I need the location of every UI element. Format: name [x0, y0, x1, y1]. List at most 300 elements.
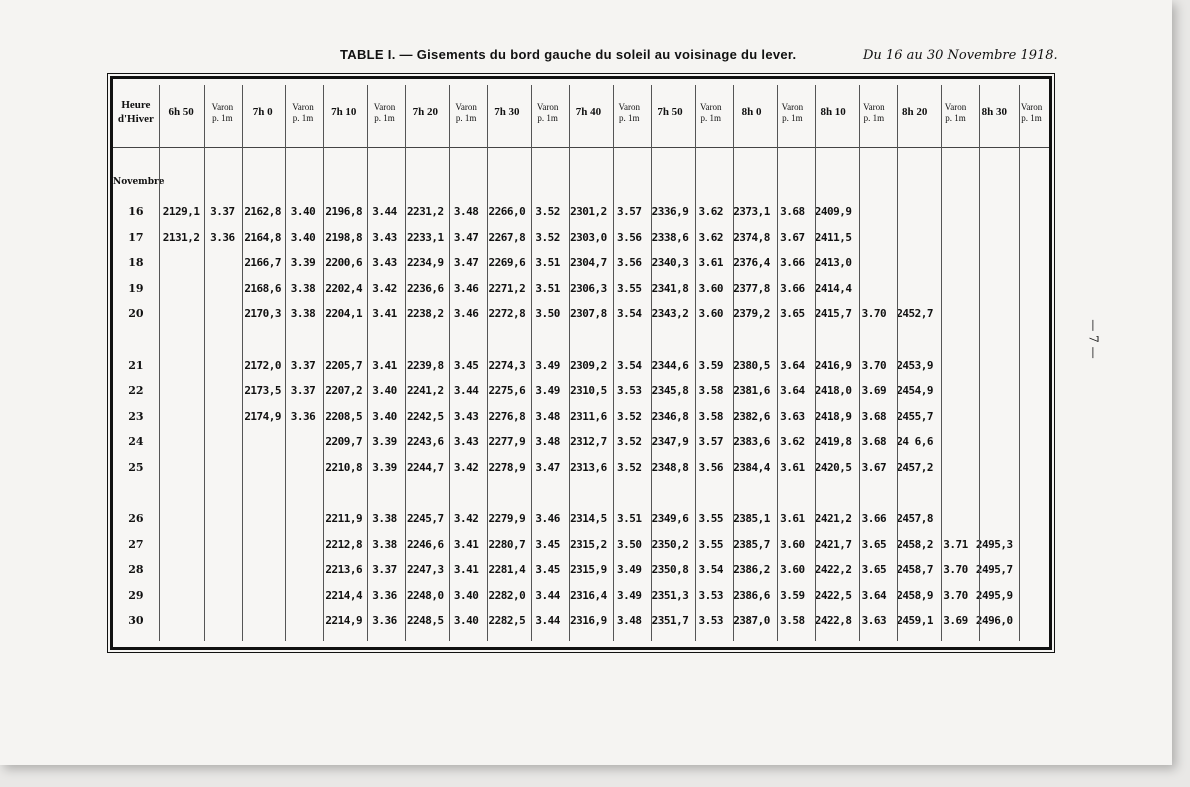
value-cell: 2241,2 — [406, 384, 444, 398]
value-cell: 3.64 — [861, 588, 887, 602]
day-cell: 20 — [128, 307, 144, 321]
value-cell: 2495,7 — [975, 563, 1013, 577]
column-separator — [897, 85, 898, 641]
value-cell: 2338,6 — [651, 230, 689, 244]
value-cell: 2383,6 — [733, 435, 770, 449]
value-cell: 2377,8 — [733, 281, 770, 295]
value-cell: 3.60 — [780, 563, 805, 577]
value-cell — [204, 276, 242, 302]
value-cell: 2166,7 — [244, 256, 282, 270]
value-cell: 2272,8 — [488, 307, 526, 321]
day-cell: 21 — [128, 358, 144, 372]
value-cell — [855, 250, 893, 276]
header-cell: Varon p. 1m — [536, 101, 559, 123]
value-cell — [893, 225, 937, 251]
value-cell: 2306,3 — [570, 281, 607, 295]
value-cell: 2239,8 — [406, 358, 444, 372]
value-cell: 2409,9 — [814, 205, 852, 219]
value-cell: 2420,5 — [814, 460, 852, 474]
value-cell: 2307,8 — [570, 307, 607, 321]
value-cell: 2343,2 — [651, 307, 689, 321]
value-cell — [159, 583, 204, 609]
column-separator — [733, 85, 734, 641]
value-cell: 3.48 — [616, 614, 642, 628]
day-cell: 29 — [128, 588, 144, 602]
value-cell: 2280,7 — [488, 537, 526, 551]
table-row — [113, 353, 1049, 379]
value-cell: 2419,8 — [814, 435, 852, 449]
value-cell: 2416,9 — [814, 358, 852, 372]
value-cell: 2276,8 — [488, 409, 526, 423]
value-cell — [159, 301, 204, 327]
value-cell: 2421,2 — [814, 512, 852, 526]
value-cell: 2336,9 — [651, 205, 689, 219]
value-cell: 3.61 — [780, 460, 805, 474]
value-cell: 3.38 — [372, 537, 397, 551]
table-subtitle: Du 16 au 30 Novembre 1918. — [863, 48, 1058, 63]
value-cell: 2385,7 — [733, 537, 770, 551]
value-cell — [159, 557, 204, 583]
column-separator — [651, 85, 652, 641]
value-cell: 2231,2 — [406, 205, 444, 219]
value-cell: 3.71 — [943, 537, 968, 551]
value-cell: 3.67 — [861, 460, 887, 474]
column-separator — [159, 85, 160, 641]
value-cell: 2340,3 — [651, 256, 689, 270]
value-cell: 2248,0 — [406, 588, 444, 602]
header-cell: 7h 50 — [657, 106, 683, 119]
value-cell: 2341,8 — [651, 281, 689, 295]
value-cell: 3.44 — [535, 588, 560, 602]
value-cell: 2244,7 — [406, 460, 444, 474]
value-cell: 3.49 — [616, 563, 642, 577]
value-cell: 3.62 — [698, 205, 724, 219]
value-cell: 3.70 — [943, 563, 968, 577]
column-separator — [367, 85, 368, 641]
table-row — [113, 583, 1049, 609]
value-cell — [974, 455, 1014, 481]
value-cell — [241, 608, 284, 634]
value-cell — [937, 429, 975, 455]
value-cell: 3.46 — [453, 307, 479, 321]
header-cell: Varon p. 1m — [373, 101, 396, 123]
value-cell: 2421,7 — [814, 537, 852, 551]
value-cell: 2411,5 — [814, 230, 852, 244]
value-cell: 2271,2 — [488, 281, 526, 295]
value-cell: 2242,5 — [406, 409, 444, 423]
value-cell: 3.68 — [780, 205, 805, 219]
value-cell — [284, 583, 322, 609]
day-cell: 25 — [128, 460, 144, 474]
value-cell: 3.52 — [616, 409, 642, 423]
header-cell: Heure d'Hiver — [117, 99, 154, 125]
day-cell: 27 — [128, 537, 144, 551]
day-cell: 28 — [128, 563, 144, 577]
column-separator — [941, 85, 942, 641]
value-cell: 2452,7 — [896, 307, 934, 321]
value-cell — [937, 199, 975, 225]
value-cell: 3.46 — [453, 281, 479, 295]
value-cell — [937, 250, 975, 276]
value-cell — [204, 532, 242, 558]
value-cell — [241, 557, 284, 583]
value-cell — [159, 276, 204, 302]
value-cell: 2281,4 — [488, 563, 526, 577]
value-cell: 2301,2 — [570, 205, 607, 219]
value-cell — [893, 250, 937, 276]
value-cell: 2282,0 — [488, 588, 526, 602]
value-cell: 3.66 — [780, 256, 805, 270]
value-cell: 3.45 — [535, 537, 560, 551]
value-cell: 3.39 — [372, 460, 397, 474]
value-cell: 2373,1 — [733, 205, 770, 219]
value-cell: 3.63 — [861, 614, 887, 628]
value-cell: 2211,9 — [325, 512, 363, 526]
value-cell: 2213,6 — [325, 563, 363, 577]
column-separator — [859, 85, 860, 641]
value-cell: 3.55 — [698, 537, 724, 551]
value-cell: 2457,2 — [896, 460, 934, 474]
value-cell — [284, 532, 322, 558]
value-cell: 2345,8 — [651, 384, 689, 398]
value-cell — [893, 199, 937, 225]
column-separator — [242, 85, 243, 641]
header-cell: 8h 0 — [741, 106, 762, 119]
value-cell: 2212,8 — [325, 537, 363, 551]
value-cell: 3.48 — [535, 435, 560, 449]
value-cell: 3.53 — [616, 384, 642, 398]
value-cell: 2418,9 — [814, 409, 852, 423]
value-cell — [204, 378, 242, 404]
month-label: Novembre — [113, 177, 165, 187]
value-cell: 3.69 — [861, 384, 887, 398]
value-cell: 3.46 — [535, 512, 560, 526]
value-cell: 3.56 — [698, 460, 724, 474]
table-row — [113, 378, 1049, 404]
value-cell: 2422,8 — [814, 614, 852, 628]
value-cell: 2384,4 — [733, 460, 770, 474]
header-cell: 7h 20 — [412, 106, 438, 119]
value-cell: 2374,8 — [733, 230, 770, 244]
value-cell — [974, 225, 1014, 251]
value-cell: 2248,5 — [406, 614, 444, 628]
value-cell: 3.50 — [535, 307, 560, 321]
value-cell: 3.36 — [372, 588, 397, 602]
value-cell: 3.41 — [372, 307, 397, 321]
value-cell: 3.52 — [535, 205, 560, 219]
value-cell: 2168,6 — [244, 281, 282, 295]
value-cell: 2277,9 — [488, 435, 526, 449]
value-cell — [241, 506, 284, 532]
header-cell: 8h 10 — [820, 106, 846, 119]
column-separator — [979, 85, 980, 641]
value-cell: 3.40 — [290, 205, 316, 219]
value-cell: 3.70 — [861, 358, 887, 372]
day-cell: 16 — [128, 205, 144, 219]
value-cell: 3.40 — [453, 614, 479, 628]
value-cell: 2131,2 — [162, 230, 200, 244]
header-cell: 7h 10 — [331, 106, 357, 119]
value-cell: 2453,9 — [896, 358, 934, 372]
value-cell: 3.44 — [372, 205, 397, 219]
value-cell — [204, 583, 242, 609]
value-cell: 3.65 — [861, 563, 887, 577]
header-cell: 8h 30 — [981, 106, 1007, 119]
value-cell: 2351,7 — [651, 614, 689, 628]
value-cell: 2495,3 — [975, 537, 1013, 551]
value-cell: 3.52 — [616, 460, 642, 474]
value-cell — [204, 557, 242, 583]
value-cell: 3.60 — [698, 307, 724, 321]
table-row — [113, 429, 1049, 455]
value-cell: 2313,6 — [570, 460, 607, 474]
value-cell — [204, 250, 242, 276]
value-cell: 3.38 — [290, 281, 316, 295]
value-cell — [974, 378, 1014, 404]
value-cell — [204, 455, 242, 481]
value-cell — [855, 199, 893, 225]
day-cell: 26 — [128, 512, 144, 526]
value-cell — [284, 429, 322, 455]
value-cell — [974, 199, 1014, 225]
value-cell: 3.55 — [698, 512, 724, 526]
value-cell: 2344,6 — [651, 358, 689, 372]
value-cell — [937, 353, 975, 379]
value-cell: 3.42 — [453, 512, 479, 526]
table-row — [113, 557, 1049, 583]
value-cell: 2458,9 — [896, 588, 934, 602]
value-cell: 3.36 — [372, 614, 397, 628]
column-separator — [531, 85, 532, 641]
table-row — [113, 276, 1049, 302]
table-row — [113, 250, 1049, 276]
header-cell: 7h 30 — [494, 106, 520, 119]
value-cell: 3.41 — [453, 563, 479, 577]
value-cell — [893, 276, 937, 302]
value-cell: 2315,2 — [570, 537, 607, 551]
value-cell: 3.59 — [698, 358, 724, 372]
value-cell: 3.57 — [698, 435, 724, 449]
value-cell: 2379,2 — [733, 307, 770, 321]
value-cell: 2457,8 — [896, 512, 934, 526]
header-cell: Varon p. 1m — [455, 101, 477, 123]
value-cell: 2208,5 — [325, 409, 363, 423]
value-cell — [159, 532, 204, 558]
value-cell: 3.52 — [535, 230, 560, 244]
value-cell — [937, 506, 975, 532]
value-cell — [204, 429, 242, 455]
value-cell: 2275,6 — [488, 384, 526, 398]
value-cell: 2422,5 — [814, 588, 852, 602]
table-header-row — [113, 85, 1049, 141]
value-cell — [974, 404, 1014, 430]
table-row — [113, 199, 1049, 225]
value-cell: 2347,9 — [651, 435, 689, 449]
value-cell: 3.40 — [453, 588, 479, 602]
value-cell: 2266,0 — [488, 205, 526, 219]
value-cell — [284, 557, 322, 583]
value-cell: 2312,7 — [570, 435, 607, 449]
column-separator — [487, 85, 488, 641]
value-cell: 2350,2 — [651, 537, 689, 551]
value-cell: 2381,6 — [733, 384, 770, 398]
value-cell: 3.58 — [698, 384, 724, 398]
value-cell: 2246,6 — [406, 537, 444, 551]
value-cell: 3.49 — [535, 384, 560, 398]
header-cell: 7h 0 — [252, 106, 273, 119]
value-cell: 3.64 — [780, 384, 805, 398]
value-cell: 3.49 — [535, 358, 560, 372]
value-cell: 2316,9 — [570, 614, 607, 628]
value-cell: 3.67 — [780, 230, 805, 244]
value-cell: 2376,4 — [733, 256, 770, 270]
value-cell: 2496,0 — [975, 614, 1013, 628]
value-cell: 2214,4 — [325, 588, 363, 602]
value-cell: 2316,4 — [570, 588, 607, 602]
value-cell: 3.70 — [861, 307, 887, 321]
value-cell — [937, 378, 975, 404]
header-cell: 6h 50 — [168, 106, 194, 119]
header-cell: Varon p. 1m — [1020, 101, 1043, 123]
value-cell — [204, 608, 242, 634]
value-cell: 2348,8 — [651, 460, 689, 474]
value-cell — [159, 250, 204, 276]
value-cell: 3.51 — [535, 256, 560, 270]
value-cell: 2386,2 — [733, 563, 770, 577]
value-cell: 2209,7 — [325, 435, 363, 449]
value-cell — [855, 225, 893, 251]
value-cell: 2414,4 — [814, 281, 852, 295]
value-cell — [241, 429, 284, 455]
header-cell: Varon p. 1m — [211, 101, 234, 123]
value-cell: 2247,3 — [406, 563, 444, 577]
header-cell: Varon p. 1m — [700, 101, 722, 123]
value-cell: 2243,6 — [406, 435, 444, 449]
day-cell: 22 — [128, 384, 144, 398]
value-cell: 3.66 — [861, 512, 887, 526]
value-cell: 3.39 — [372, 435, 397, 449]
value-cell — [241, 532, 284, 558]
value-cell: 3.45 — [535, 563, 560, 577]
value-cell: 2382,6 — [733, 409, 770, 423]
column-separator — [323, 85, 324, 641]
table-row — [113, 225, 1049, 251]
value-cell — [284, 455, 322, 481]
value-cell: 2202,4 — [325, 281, 363, 295]
value-cell: 2129,1 — [162, 205, 200, 219]
column-separator — [777, 85, 778, 641]
value-cell: 2315,9 — [570, 563, 607, 577]
value-cell: 3.68 — [861, 409, 887, 423]
value-cell: 2238,2 — [406, 307, 444, 321]
value-cell — [974, 353, 1014, 379]
value-cell: 2170,3 — [244, 307, 282, 321]
value-cell: 3.37 — [290, 384, 316, 398]
value-cell — [937, 455, 975, 481]
value-cell: 2311,6 — [570, 409, 607, 423]
value-cell: 3.43 — [372, 230, 397, 244]
value-cell: 2172,0 — [244, 358, 282, 372]
value-cell: 2279,9 — [488, 512, 526, 526]
value-cell: 2386,6 — [733, 588, 770, 602]
value-cell — [204, 506, 242, 532]
value-cell: 2236,6 — [406, 281, 444, 295]
value-cell — [159, 429, 204, 455]
page-number-mark: — 7 — — [1086, 319, 1101, 359]
value-cell: 2210,8 — [325, 460, 363, 474]
column-separator — [405, 85, 406, 641]
value-cell: 3.61 — [780, 512, 805, 526]
value-cell — [159, 608, 204, 634]
table-row — [113, 532, 1049, 558]
value-cell: 2455,7 — [896, 409, 934, 423]
value-cell: 2380,5 — [733, 358, 770, 372]
day-cell: 30 — [128, 614, 144, 628]
value-cell: 3.69 — [943, 614, 968, 628]
value-cell: 3.59 — [780, 588, 805, 602]
value-cell — [159, 455, 204, 481]
value-cell: 3.51 — [616, 512, 642, 526]
day-cell: 17 — [128, 230, 144, 244]
value-cell — [204, 404, 242, 430]
value-cell: 3.57 — [616, 205, 642, 219]
value-cell: 3.37 — [210, 205, 235, 219]
value-cell: 3.49 — [616, 588, 642, 602]
value-cell: 3.42 — [453, 460, 479, 474]
value-cell: 3.61 — [698, 256, 724, 270]
value-cell — [937, 404, 975, 430]
header-cell: 8h 20 — [902, 106, 928, 119]
value-cell: 2422,2 — [814, 563, 852, 577]
column-separator — [613, 85, 614, 641]
value-cell: 2349,6 — [651, 512, 689, 526]
value-cell: 3.65 — [861, 537, 887, 551]
value-cell: 3.68 — [861, 435, 887, 449]
header-cell: Varon p. 1m — [944, 101, 967, 123]
value-cell: 3.62 — [698, 230, 724, 244]
value-cell: 3.43 — [453, 435, 479, 449]
value-cell: 2196,8 — [325, 205, 363, 219]
value-cell: 2310,5 — [570, 384, 607, 398]
value-cell: 2346,8 — [651, 409, 689, 423]
value-cell — [204, 353, 242, 379]
value-cell: 2267,8 — [488, 230, 526, 244]
value-cell: 2415,7 — [814, 307, 852, 321]
day-cell: 19 — [128, 281, 144, 295]
value-cell: 3.70 — [943, 588, 968, 602]
value-cell: 3.53 — [698, 614, 724, 628]
column-separator — [204, 85, 205, 641]
value-cell: 2458,7 — [896, 563, 934, 577]
value-cell: 3.53 — [698, 588, 724, 602]
value-cell: 2214,9 — [325, 614, 363, 628]
value-cell — [855, 276, 893, 302]
value-cell: 3.47 — [535, 460, 560, 474]
value-cell: 3.66 — [780, 281, 805, 295]
value-cell: 3.54 — [616, 358, 642, 372]
value-cell — [159, 378, 204, 404]
value-cell: 3.55 — [616, 281, 642, 295]
value-cell: 2204,1 — [325, 307, 363, 321]
value-cell: 2269,6 — [488, 256, 526, 270]
day-cell: 18 — [128, 256, 144, 270]
value-cell — [974, 276, 1014, 302]
value-cell — [159, 404, 204, 430]
column-separator — [1019, 85, 1020, 641]
value-cell: 2454,9 — [896, 384, 934, 398]
table-row — [113, 455, 1049, 481]
value-cell: 2309,2 — [570, 358, 607, 372]
